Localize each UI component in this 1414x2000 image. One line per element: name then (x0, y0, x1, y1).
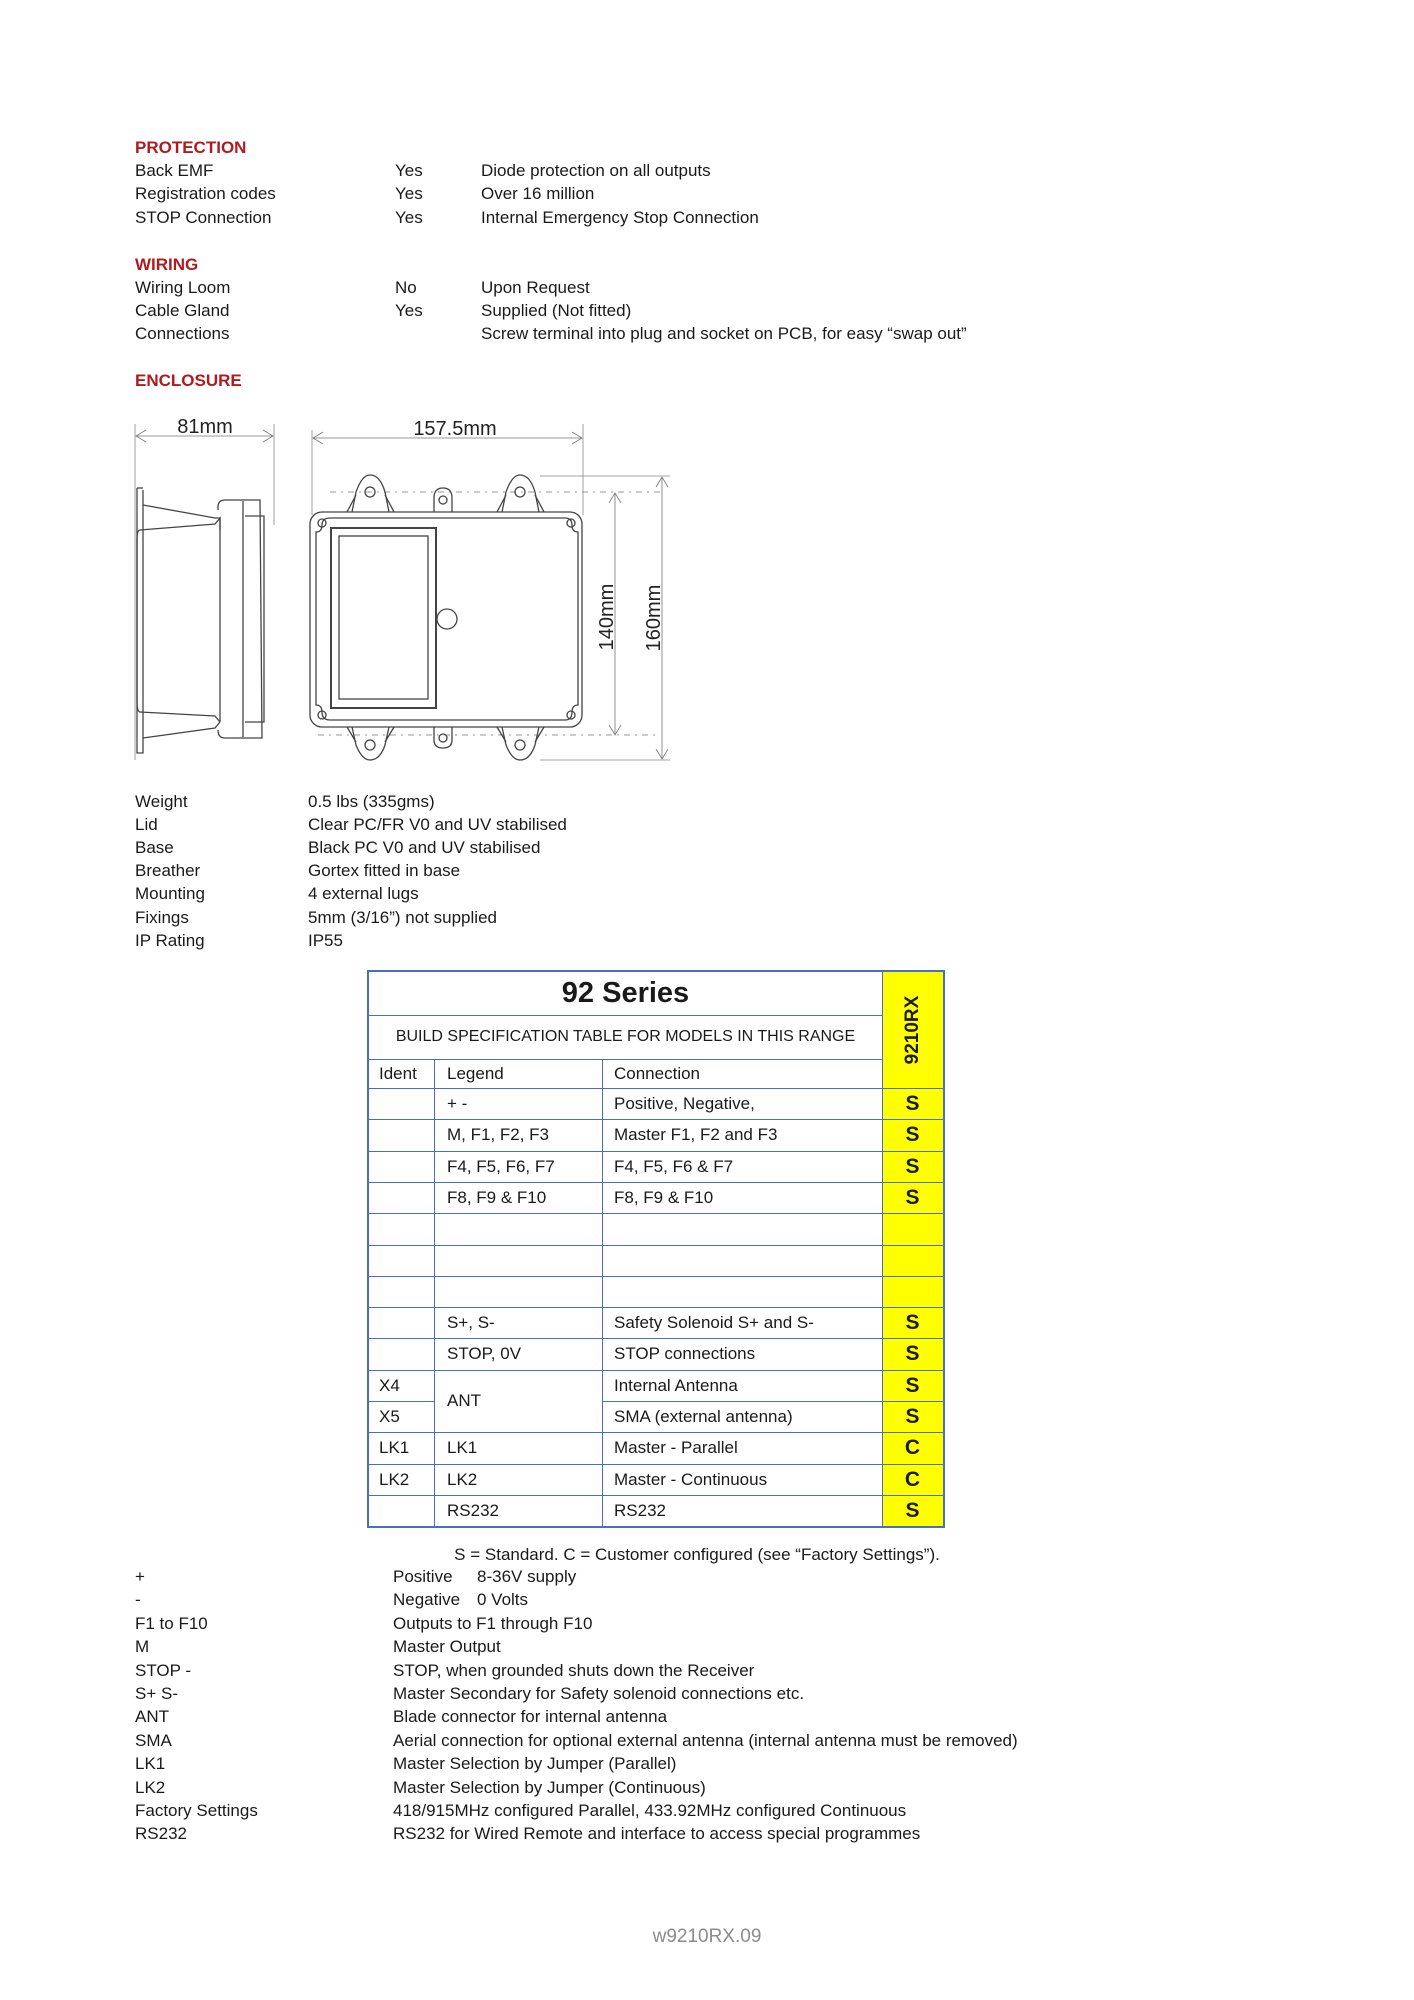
cell-legend: + - (447, 1094, 468, 1113)
column-rule (434, 1059, 435, 1526)
spec-label: Base (135, 838, 174, 857)
cell-build-flag: S (905, 1342, 920, 1366)
legend-desc: 418/915MHz configured Parallel, 433.92MHz configured Continuous (393, 1801, 907, 1820)
legend-item (135, 1752, 1235, 1776)
row-label: Cable Gland (135, 301, 230, 320)
spec-value: 4 external lugs (308, 884, 419, 903)
legend-item (135, 1588, 1235, 1612)
doc-code: w9210RX.09 (652, 1926, 762, 1947)
cell-ident: LK1 (379, 1438, 410, 1458)
table-rule (369, 1245, 943, 1246)
cell-connection: Positive, Negative, (614, 1094, 755, 1113)
row-label: Connections (135, 324, 230, 343)
footer (0, 1926, 1414, 1948)
spec-label: Fixings (135, 908, 189, 927)
cell-build-flag: S (905, 1405, 920, 1428)
cell-legend: STOP, 0V (447, 1344, 522, 1364)
header-ident: Ident (379, 1064, 417, 1083)
spec-label: Breather (135, 861, 201, 880)
table-footnote-wrap (0, 1543, 1414, 1566)
legend-item (135, 1705, 1235, 1729)
legend-desc: Negative (393, 1590, 461, 1610)
enclosure-spec-row (135, 790, 935, 813)
legend-item (135, 1799, 1235, 1823)
enclosure-spec-row (135, 882, 935, 905)
legend-item (135, 1565, 1235, 1589)
cell-connection: STOP connections (614, 1344, 756, 1364)
legend-term: ANT (135, 1707, 169, 1727)
row-value: Yes (395, 208, 423, 227)
cell-ident: X5 (379, 1407, 400, 1426)
header-legend: Legend (447, 1064, 504, 1083)
spec-label: Mounting (135, 884, 205, 903)
enclosure-spec-row (135, 836, 935, 859)
cell-build-flag: C (904, 1436, 921, 1460)
legend-extra: 8-36V supply (477, 1567, 577, 1586)
legend-term: LK1 (135, 1754, 166, 1774)
depth-dimension (135, 424, 274, 760)
cell-legend: M, F1, F2, F3 (447, 1125, 550, 1145)
legend-term: RS232 (135, 1824, 187, 1844)
spec-value: Clear PC/FR V0 and UV stabilised (308, 815, 567, 834)
cell-legend: F4, F5, F6, F7 (447, 1156, 555, 1176)
cell-legend: LK2 (447, 1469, 478, 1489)
row-label: Back EMF (135, 161, 214, 180)
cell-connection: Master F1, F2 and F3 (614, 1125, 778, 1145)
side-view (137, 488, 264, 753)
row-desc: Supplied (Not fitted) (481, 301, 632, 320)
spec-value: IP55 (308, 931, 343, 950)
legend-term: STOP - (135, 1660, 192, 1680)
legend-term: F1 to F10 (135, 1613, 208, 1633)
row-desc: Upon Request (481, 278, 590, 297)
row-label: STOP Connection (135, 208, 272, 227)
row-value: No (395, 278, 417, 297)
row-value: Yes (395, 301, 423, 320)
row-value: Yes (395, 184, 423, 203)
legend-item (135, 1776, 1235, 1800)
table-rule (369, 1015, 882, 1016)
legend-item (135, 1682, 1235, 1706)
row-desc: Diode protection on all outputs (481, 161, 711, 180)
legend-item (135, 1729, 1235, 1753)
legend-extra: 0 Volts (477, 1590, 529, 1610)
cell-connection: Safety Solenoid S+ and S- (614, 1313, 814, 1333)
legend-desc: Master Selection by Jumper (Parallel) (393, 1754, 677, 1774)
table-rule (369, 1276, 943, 1277)
legend-term: SMA (135, 1730, 172, 1750)
legend-item (135, 1612, 1235, 1636)
legend-desc: Master Output (393, 1637, 501, 1657)
cell-build-flag: C (904, 1467, 921, 1491)
cell-connection: SMA (external antenna) (614, 1407, 793, 1426)
legend-desc: Master Selection by Jumper (Continuous) (393, 1777, 706, 1797)
table-subtitle: BUILD SPECIFICATION TABLE FOR MODELS IN THIS RANGE (395, 1028, 856, 1045)
wiring-heading: WIRING (135, 255, 199, 274)
column-rule (602, 1059, 603, 1526)
cell-legend: ANT (447, 1391, 481, 1411)
spec-label: Weight (135, 792, 188, 811)
cell-ident: LK2 (379, 1469, 410, 1489)
model-header (882, 972, 943, 1088)
table-footnote: S = Standard. C = Customer configured (see “Factory Settings”). (454, 1545, 940, 1564)
inner-height-label: 140mm (596, 583, 618, 651)
cell-legend: LK1 (447, 1438, 478, 1458)
protection-heading: PROTECTION (135, 138, 247, 157)
legend-term: S+ S- (135, 1684, 178, 1703)
cell-build-flag: S (905, 1154, 920, 1178)
legend-term: M (135, 1637, 150, 1657)
cell-build-flag: S (905, 1092, 920, 1115)
legend-desc: Aerial connection for optional external antenna (internal antenna must be removed) (393, 1730, 1018, 1750)
row-desc: Screw terminal into plug and socket on PCB, for easy “swap out” (481, 324, 967, 343)
cell-connection: F8, F9 & F10 (614, 1187, 714, 1207)
legend-desc: Blade connector for internal antenna (393, 1707, 668, 1727)
enclosure-spec-row (135, 929, 935, 952)
legend-item (135, 1822, 1235, 1846)
enclosure-spec-row (135, 906, 935, 929)
legend-desc: Positive (393, 1567, 453, 1586)
model-name: 9210RX (901, 995, 923, 1065)
cell-connection: Internal Antenna (614, 1375, 738, 1395)
enclosure-diagram (0, 0, 1414, 800)
row-desc: Internal Emergency Stop Connection (481, 208, 759, 227)
row-desc: Over 16 million (481, 184, 595, 203)
width-label: 157.5mm (413, 418, 497, 440)
outer-height-label: 160mm (643, 584, 665, 652)
table-title: 92 Series (561, 977, 690, 1009)
legend-term: + (135, 1567, 145, 1586)
legend-item (135, 1659, 1235, 1683)
depth-label: 81mm (177, 416, 233, 438)
enclosure-spec-row (135, 813, 935, 836)
cell-build-flag: S (905, 1373, 920, 1397)
legend-item (135, 1635, 1235, 1659)
spec-label: Lid (135, 815, 158, 834)
cell-legend: S+, S- (447, 1313, 495, 1333)
legend-term: - (135, 1590, 141, 1610)
enclosure-heading: ENCLOSURE (135, 371, 242, 390)
header-connection: Connection (614, 1064, 701, 1083)
cell-build-flag: S (905, 1185, 920, 1209)
row-label: Registration codes (135, 184, 276, 203)
spec-value: 0.5 lbs (335gms) (308, 792, 435, 811)
cell-legend: RS232 (447, 1500, 499, 1520)
cell-connection: F4, F5, F6 & F7 (614, 1156, 734, 1176)
legend-term: LK2 (135, 1777, 166, 1797)
cell-connection: RS232 (614, 1500, 666, 1520)
cell-legend: F8, F9 & F10 (447, 1187, 547, 1207)
legend-desc: RS232 for Wired Remote and interface to access special programmes (393, 1824, 921, 1844)
spec-value: Black PC V0 and UV stabilised (308, 838, 541, 857)
cell-connection: Master - Continuous (614, 1469, 768, 1489)
legend-desc: Outputs to F1 through F10 (393, 1613, 593, 1633)
spec-label: IP Rating (135, 931, 205, 950)
legend-desc: STOP, when grounded shuts down the Receiver (393, 1660, 755, 1680)
enclosure-spec-row (135, 859, 935, 882)
table-rule (369, 1213, 943, 1214)
legend-desc: Master Secondary for Safety solenoid connections etc. (393, 1684, 805, 1703)
spec-value: Gortex fitted in base (308, 861, 461, 880)
cell-build-flag: S (905, 1123, 920, 1147)
cell-connection: Master - Parallel (614, 1438, 738, 1458)
row-label: Wiring Loom (135, 278, 231, 297)
cell-build-flag: S (905, 1498, 920, 1522)
spec-value: 5mm (3/16”) not supplied (308, 908, 497, 927)
legend-term: Factory Settings (135, 1801, 258, 1820)
cell-ident: X4 (379, 1375, 400, 1395)
row-value: Yes (395, 161, 423, 180)
build-spec-table (367, 970, 945, 1528)
cell-build-flag: S (905, 1311, 920, 1335)
